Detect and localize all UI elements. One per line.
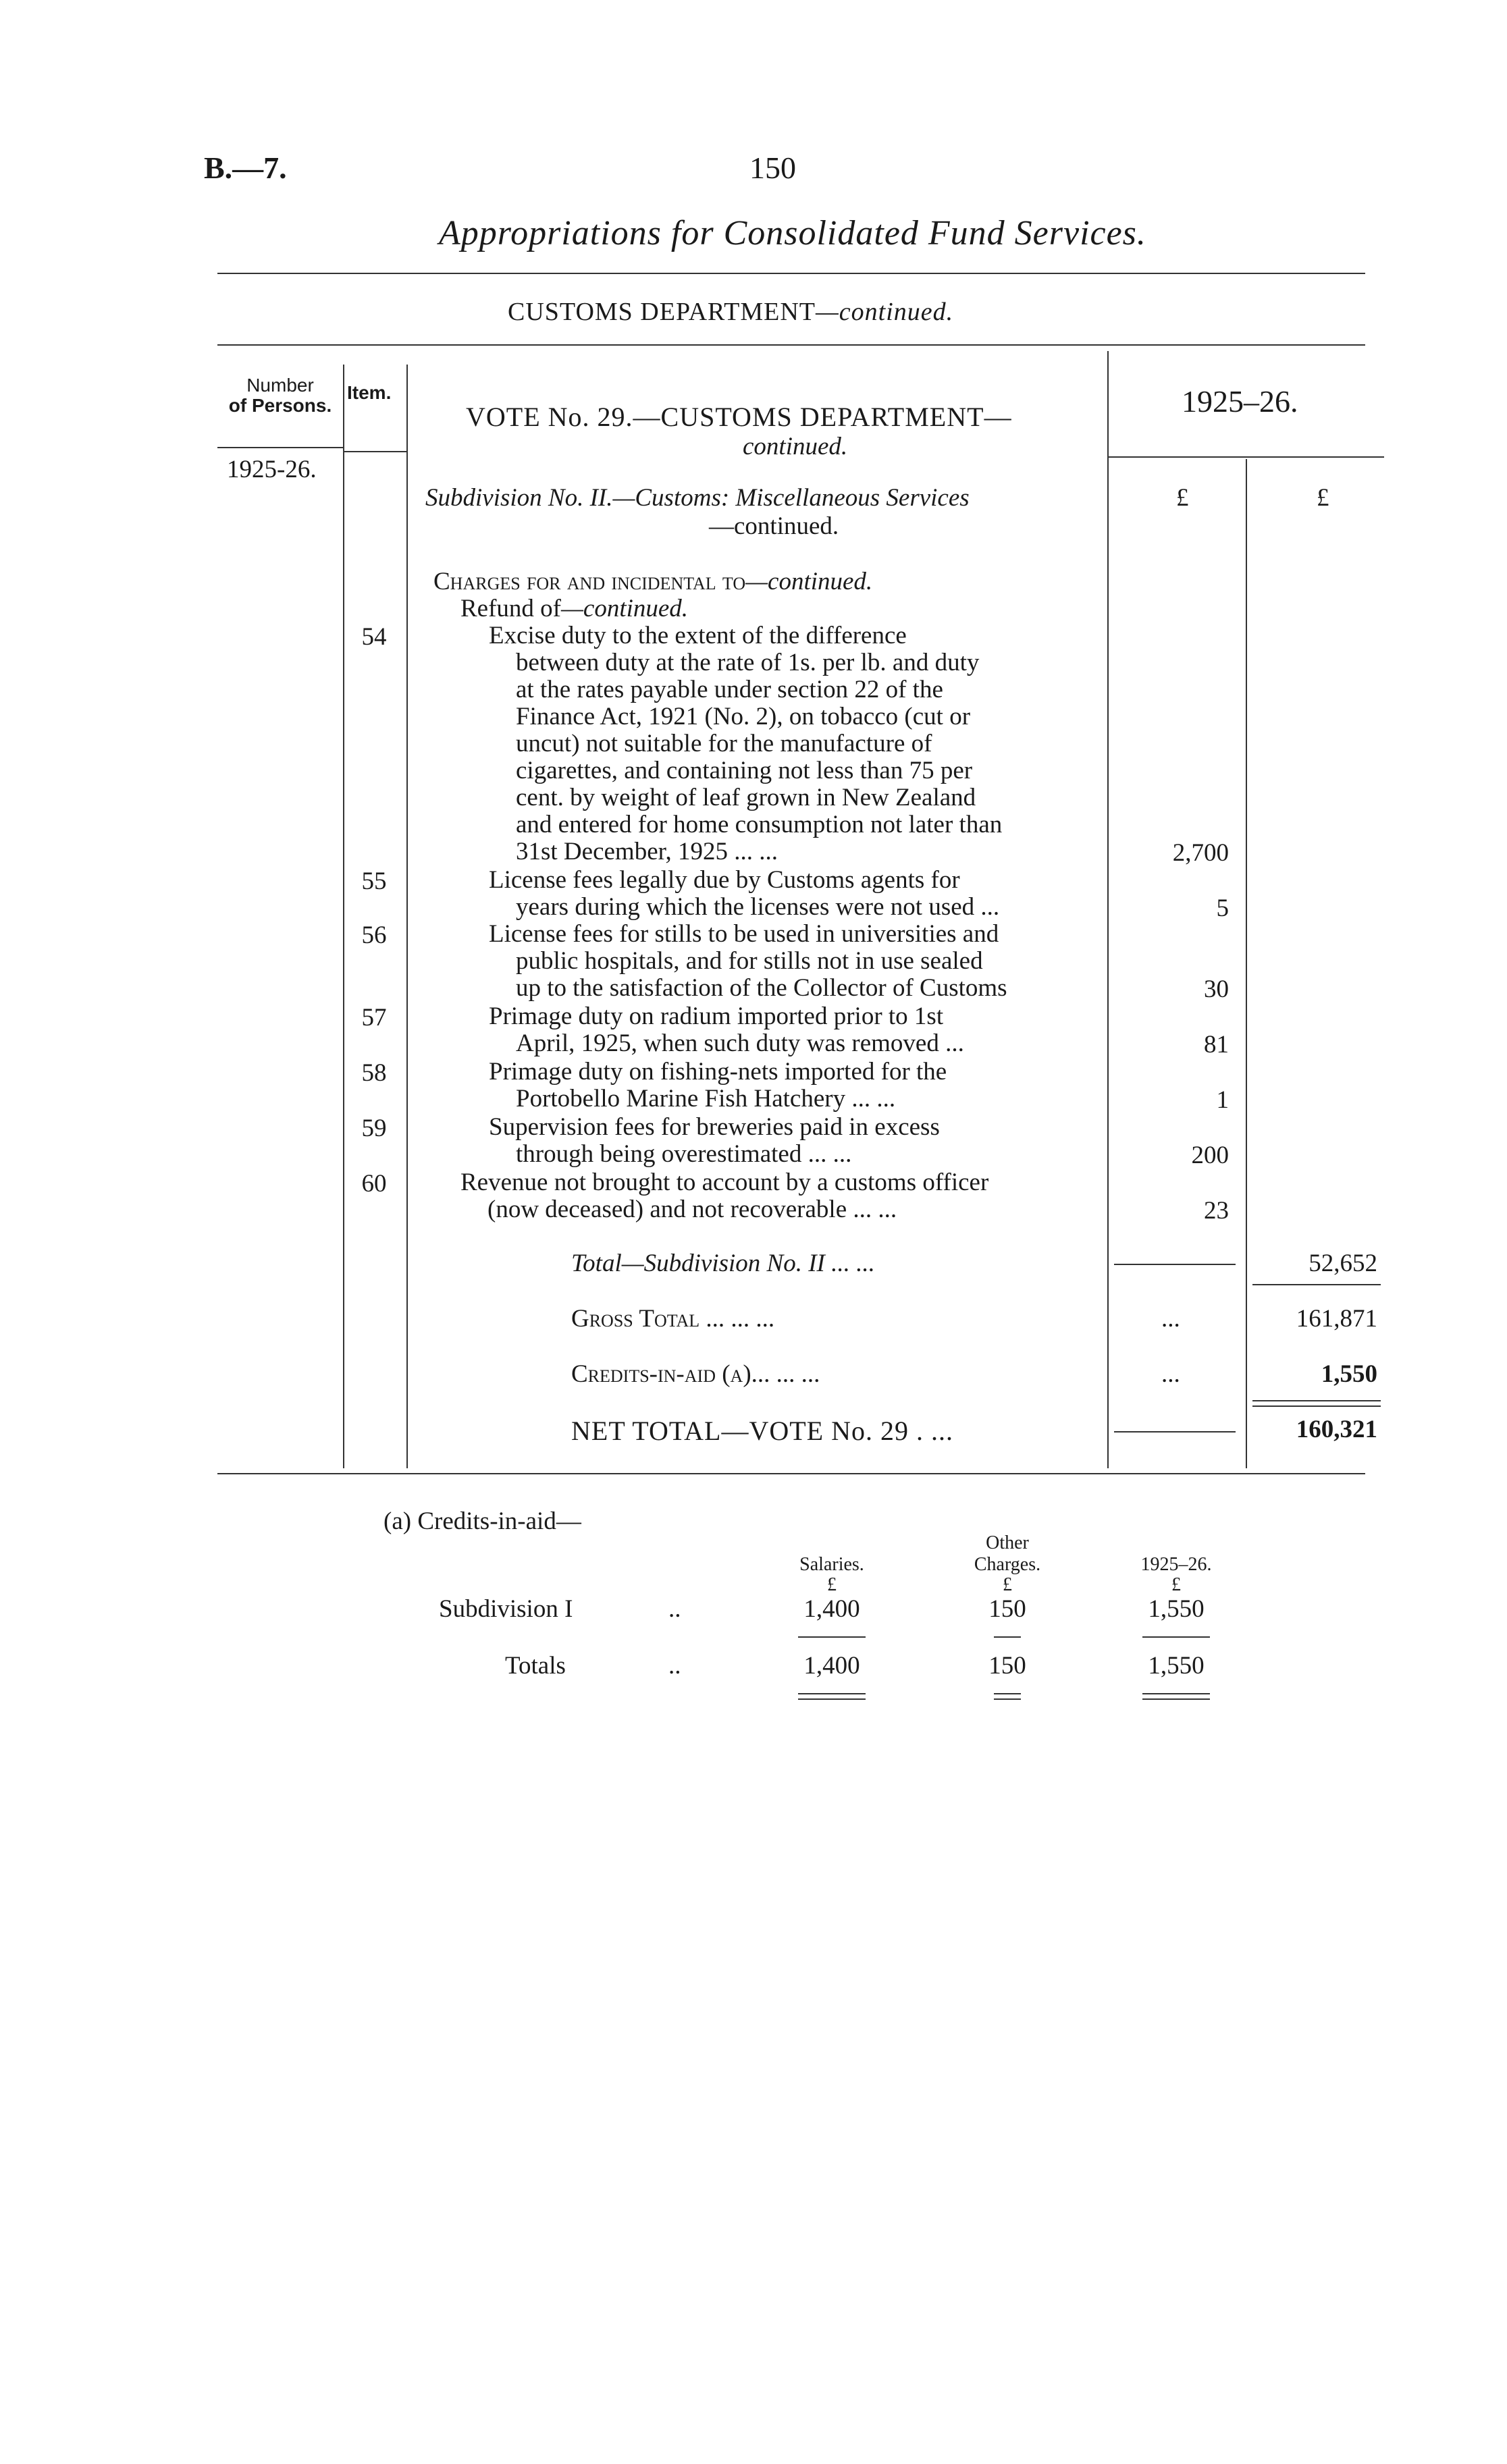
amount-column-rule: [1107, 351, 1109, 1468]
footnote-pound: £: [827, 1574, 837, 1595]
page-number: 150: [749, 151, 796, 185]
gross-total-label: Gross Total ... ... ...: [571, 1305, 775, 1333]
footnote-subtotal-rule: [994, 1636, 1021, 1638]
item-line: cigarettes, and containing not less than 75 per: [516, 757, 973, 784]
item-number: 54: [361, 623, 387, 651]
item-line: License fees for stills to be used in universities and: [489, 920, 999, 948]
footnote-total-double-rule: [994, 1693, 1021, 1694]
charges-heading-continued: —continued.: [745, 568, 873, 595]
persons-head-rule: [217, 447, 343, 448]
footnote-total-double-rule: [1142, 1698, 1210, 1700]
item-line: April, 1925, when such duty was removed ...: [516, 1029, 964, 1057]
item-line: uncut) not suitable for the manufacture of: [516, 730, 932, 757]
net-rule-1: [1252, 1400, 1381, 1401]
item-line: through being overestimated ... ...: [516, 1140, 852, 1168]
net-total-amount: 160,321: [1296, 1416, 1377, 1443]
footnote-pound: £: [1003, 1574, 1012, 1595]
document-reference: B.—7.: [204, 151, 287, 185]
refund-heading-continued: —continued.: [561, 595, 689, 622]
footnote-totals-salaries: 1,400: [803, 1652, 860, 1680]
footnote-totals-year: 1,550: [1148, 1652, 1205, 1680]
item-description: [489, 1059, 1096, 1113]
footnote-subtotal-rule: [1142, 1636, 1210, 1638]
item-amount: 200: [1191, 1142, 1229, 1169]
item-column-header: Item.: [347, 382, 392, 403]
credits-in-aid-amount: 1,550: [1321, 1360, 1377, 1388]
footnote-totals-dots: ..: [668, 1652, 681, 1680]
item-description: [489, 622, 1096, 865]
gross-rule: [1252, 1284, 1381, 1285]
footnote-col-year: 1925–26.: [1140, 1554, 1212, 1575]
persons-year: 1925-26.: [227, 456, 317, 483]
refund-heading-text: Refund of: [460, 595, 561, 622]
footnote-row-dots: ..: [668, 1595, 681, 1623]
item-line: between duty at the rate of 1s. per lb. and duty: [516, 649, 980, 676]
item-line: Supervision fees for breweries paid in excess: [489, 1113, 940, 1141]
persons-header-line: of Persons.: [228, 395, 332, 416]
footnote-heading: (a) Credits-in-aid—: [384, 1507, 581, 1535]
item-line: (now deceased) and not recoverable ... ...: [487, 1196, 897, 1223]
item-line: cent. by weight of leaf grown in New Zealand: [516, 784, 976, 811]
pound-symbol-total: £: [1317, 484, 1329, 512]
item-number: 57: [361, 1004, 387, 1032]
item-line: 31st December, 1925 ... ...: [516, 838, 778, 865]
item-amount: 23: [1204, 1197, 1229, 1225]
item-line: Finance Act, 1921 (No. 2), on tobacco (cut or: [516, 703, 971, 730]
item-amount: 5: [1216, 894, 1229, 922]
item-line: Portobello Marine Fish Hatchery ... ...: [516, 1085, 896, 1113]
footnote-col-salaries: Salaries.: [799, 1554, 864, 1575]
year-column-header: 1925–26.: [1182, 384, 1298, 419]
item-column-rule: [406, 365, 408, 1468]
item-description: [489, 921, 1096, 1002]
item-description: [460, 1169, 1095, 1223]
year-head-rule: [1107, 456, 1384, 458]
persons-column-rule: [343, 365, 344, 1468]
gross-total-amount: 161,871: [1296, 1305, 1377, 1333]
footnote-col-other-line2: Charges.: [974, 1554, 1041, 1575]
item-line: License fees legally due by Customs agents for: [489, 866, 960, 894]
footnote-row-year: 1,550: [1148, 1595, 1205, 1623]
item-line: Primage duty on fishing-nets imported for the: [489, 1058, 947, 1086]
charges-heading-text: Charges for and incidental to: [433, 568, 746, 595]
item-head-rule: [343, 451, 406, 452]
vote-title-continued: continued.: [743, 433, 848, 460]
item-amount: 1: [1216, 1086, 1229, 1114]
footnote-col-other-line1: Other: [986, 1532, 1029, 1553]
subdivision-heading-continued: —continued.: [709, 512, 839, 540]
department-heading: [508, 297, 953, 327]
item-line: and entered for home consumption not later than: [516, 811, 1003, 838]
footnote-totals-other: 150: [988, 1652, 1026, 1680]
item-number: 56: [361, 921, 387, 949]
item-number: 59: [361, 1115, 387, 1142]
footnote-row-other: 150: [988, 1595, 1026, 1623]
item-description: [489, 1114, 1096, 1168]
item-line: at the rates payable under section 22 of the: [516, 676, 943, 703]
credits-in-aid-label: Credits-in-aid (a)... ... ...: [571, 1360, 820, 1388]
item-amount: 2,700: [1172, 839, 1229, 867]
charges-heading: [433, 567, 872, 596]
header-rule: [217, 344, 1365, 346]
item-number: 55: [361, 867, 387, 895]
department-name: CUSTOMS DEPARTMENT: [508, 298, 816, 326]
subtotal-rule: [1114, 1264, 1236, 1265]
pound-symbol-amount: £: [1176, 484, 1189, 512]
item-line: up to the satisfaction of the Collector of Customs: [516, 974, 1007, 1002]
gross-total-dots: ...: [1161, 1305, 1180, 1333]
item-line: public hospitals, and for stills not in use sealed: [516, 947, 983, 975]
footnote-row-label: Subdivision I: [439, 1595, 573, 1623]
department-suffix: —continued.: [815, 298, 954, 326]
item-amount: 81: [1204, 1031, 1229, 1059]
credits-in-aid-dots: ...: [1161, 1360, 1180, 1388]
page-title: Appropriations for Consolidated Fund Services.: [439, 214, 1146, 252]
footnote-total-double-rule: [994, 1698, 1021, 1700]
footnote-total-double-rule: [798, 1693, 866, 1694]
footnote-totals-label: Totals: [505, 1652, 566, 1680]
total-column-rule: [1246, 459, 1247, 1468]
vote-title: VOTE No. 29.—CUSTOMS DEPARTMENT—: [466, 402, 1012, 432]
item-description: [489, 1003, 1096, 1057]
footnote-pound: £: [1171, 1574, 1181, 1595]
persons-column-header: [217, 375, 343, 416]
footnote-row-salaries: 1,400: [803, 1595, 860, 1623]
net-total-label: NET TOTAL—VOTE No. 29 . ...: [571, 1416, 953, 1446]
title-rule: [217, 273, 1365, 274]
item-number: 60: [361, 1170, 387, 1198]
subdivision-heading: Subdivision No. II.—Customs: Miscellaneous Services: [425, 484, 970, 512]
item-description: [489, 867, 1096, 921]
item-line: Revenue not brought to account by a customs officer: [460, 1169, 989, 1196]
subdivision-total-amount: 52,652: [1308, 1250, 1377, 1277]
persons-header-line: Number: [246, 375, 314, 396]
footnote-subtotal-rule: [798, 1636, 866, 1638]
net-rule-2: [1252, 1405, 1381, 1407]
footnote-total-double-rule: [1142, 1693, 1210, 1694]
footnote-total-double-rule: [798, 1698, 866, 1700]
subdivision-total-label: Total—Subdivision No. II ... ...: [571, 1250, 875, 1277]
net-dash-rule: [1114, 1431, 1236, 1432]
item-amount: 30: [1204, 975, 1229, 1003]
item-line: Excise duty to the extent of the difference: [489, 622, 907, 649]
item-line: years during which the licenses were not used ...: [516, 893, 1000, 921]
item-number: 58: [361, 1059, 387, 1087]
refund-heading: [460, 594, 688, 623]
item-line: Primage duty on radium imported prior to 1st: [489, 1002, 944, 1030]
table-bottom-rule: [217, 1473, 1365, 1474]
